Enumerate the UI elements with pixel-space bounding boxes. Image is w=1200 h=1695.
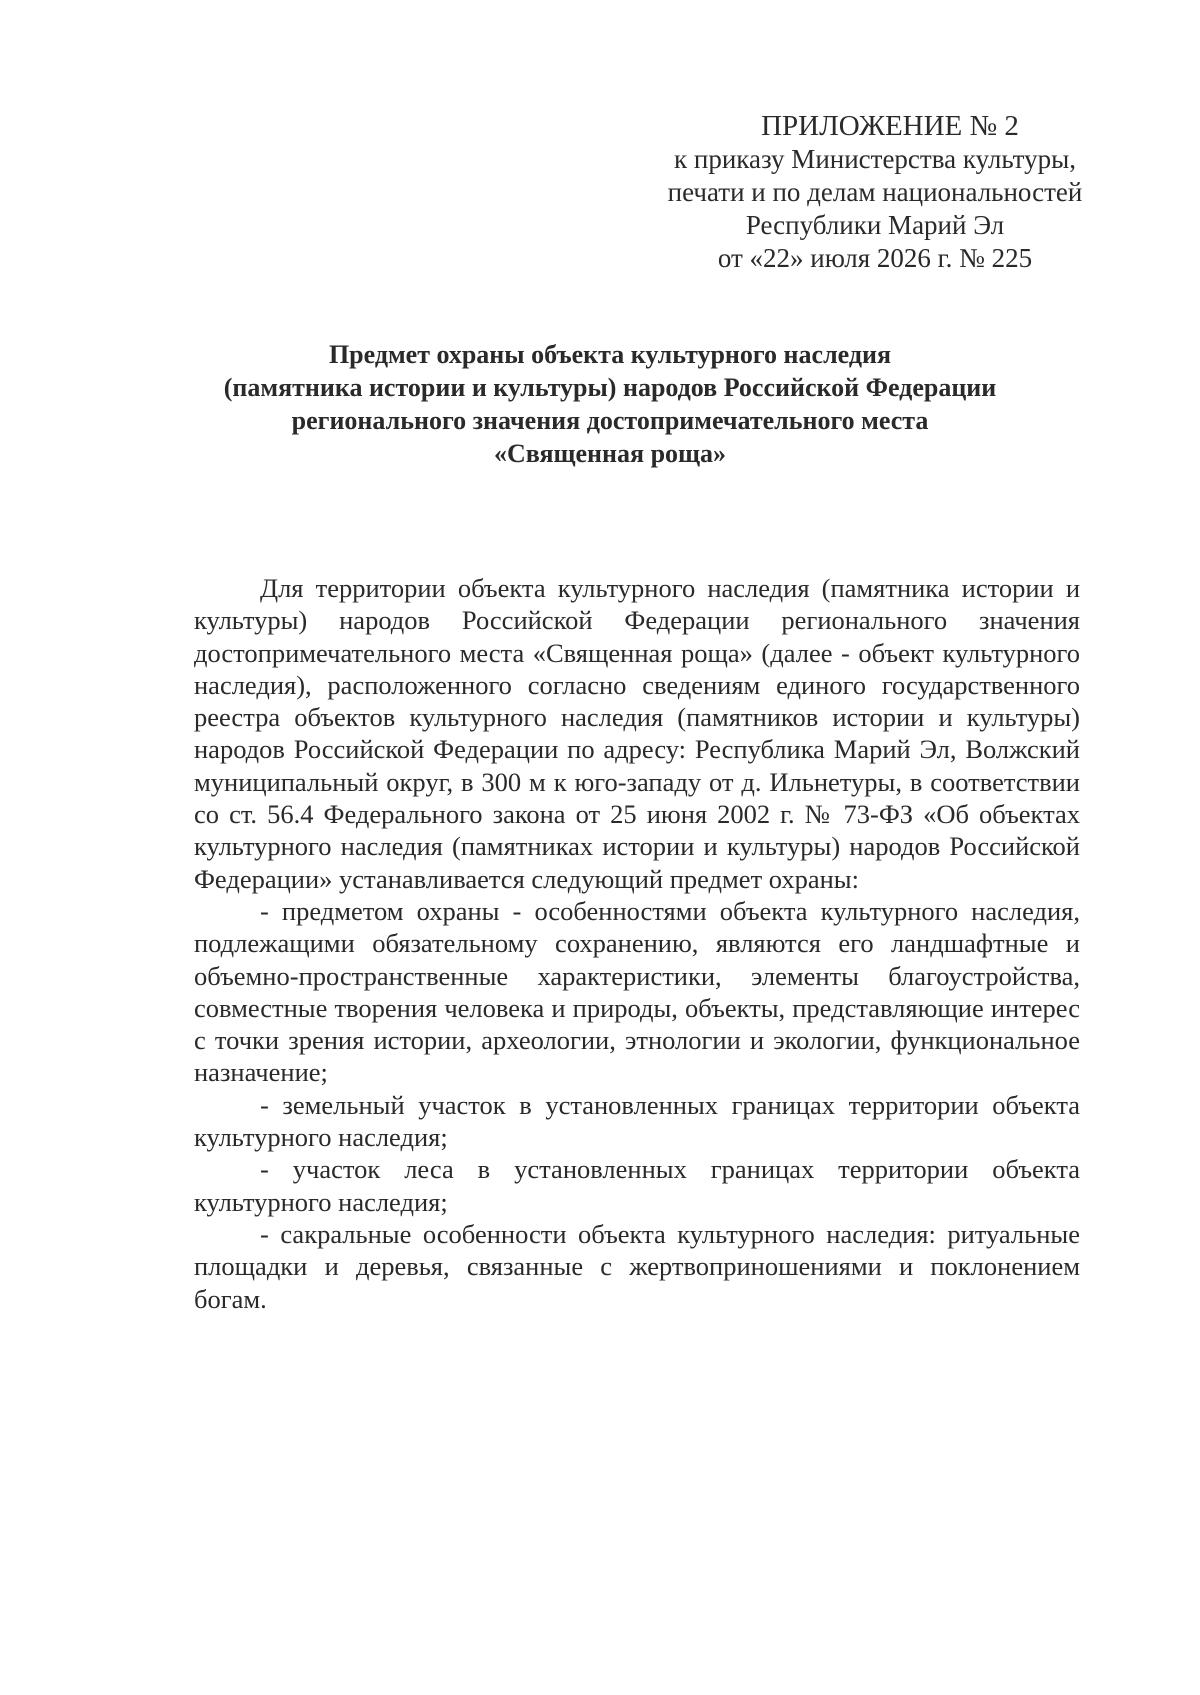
appendix-line-order: к приказу Министерства культуры, [674, 144, 1076, 174]
body-list-item: - участок леса в установленных границах территории объекта культурного наследия; [194, 1154, 1080, 1217]
title-line-4: «Священная роща» [494, 439, 726, 468]
body-list-item: - сакральные особенности объекта культурного наследия: ритуальные площадки и деревья, связанные с жертвоприношениями и поклонением богам. [194, 1218, 1080, 1314]
title-line-3: регионального значения достопримечательного места [291, 406, 929, 435]
document-title [150, 338, 1070, 470]
appendix-line-ministry: печати и по делам национальностей [667, 177, 1083, 207]
document-body [194, 572, 1080, 1315]
appendix-line-republic: Республики Марий Эл [745, 210, 1005, 240]
body-list-item: - предметом охраны - особенностями объекта культурного наследия, подлежащими обязательному сохранению, являются его ландшафтные и объемно-пространственные характеристики, элементы благоустройства, совместные творения человека и природы, объекты, представляющие интерес с точки зрения истории, археологии, этнологии и экологии, функциональное назначение; [194, 895, 1080, 1088]
title-line-1: Предмет охраны объекта культурного наследия [328, 340, 892, 369]
body-intro-paragraph: Для территории объекта культурного наследия (памятника истории и культуры) народов Российской Федерации регионального значения достопримечательного места «Священная роща» (далее - объект культурного наследия), расположенного согласно сведениям единого государственного реестра объектов культурного наследия (памятников истории и культуры) народов Российской Федерации по адресу: Республика Марий Эл, Волжский муниципальный округ, в 300 м к юго-западу от д. Ильнетуры, в соответствии со ст. 56.4 Федерального закона от 25 июня 2002 г. № 73-ФЗ «Об объектах культурного наследия (памятниках истории и культуры) народов Российской Федерации» устанавливается следующий предмет охраны: [194, 573, 1080, 894]
appendix-heading: ПРИЛОЖЕНИЕ № 2 [761, 110, 1019, 142]
body-list-item: - земельный участок в установленных границах территории объекта культурного наследия; [194, 1089, 1080, 1153]
title-line-2: (памятника истории и культуры) народов Российской Федерации [223, 373, 997, 402]
appendix-block [640, 110, 1110, 275]
appendix-line-date: от «22» июля 2026 г. № 225 [717, 243, 1033, 273]
